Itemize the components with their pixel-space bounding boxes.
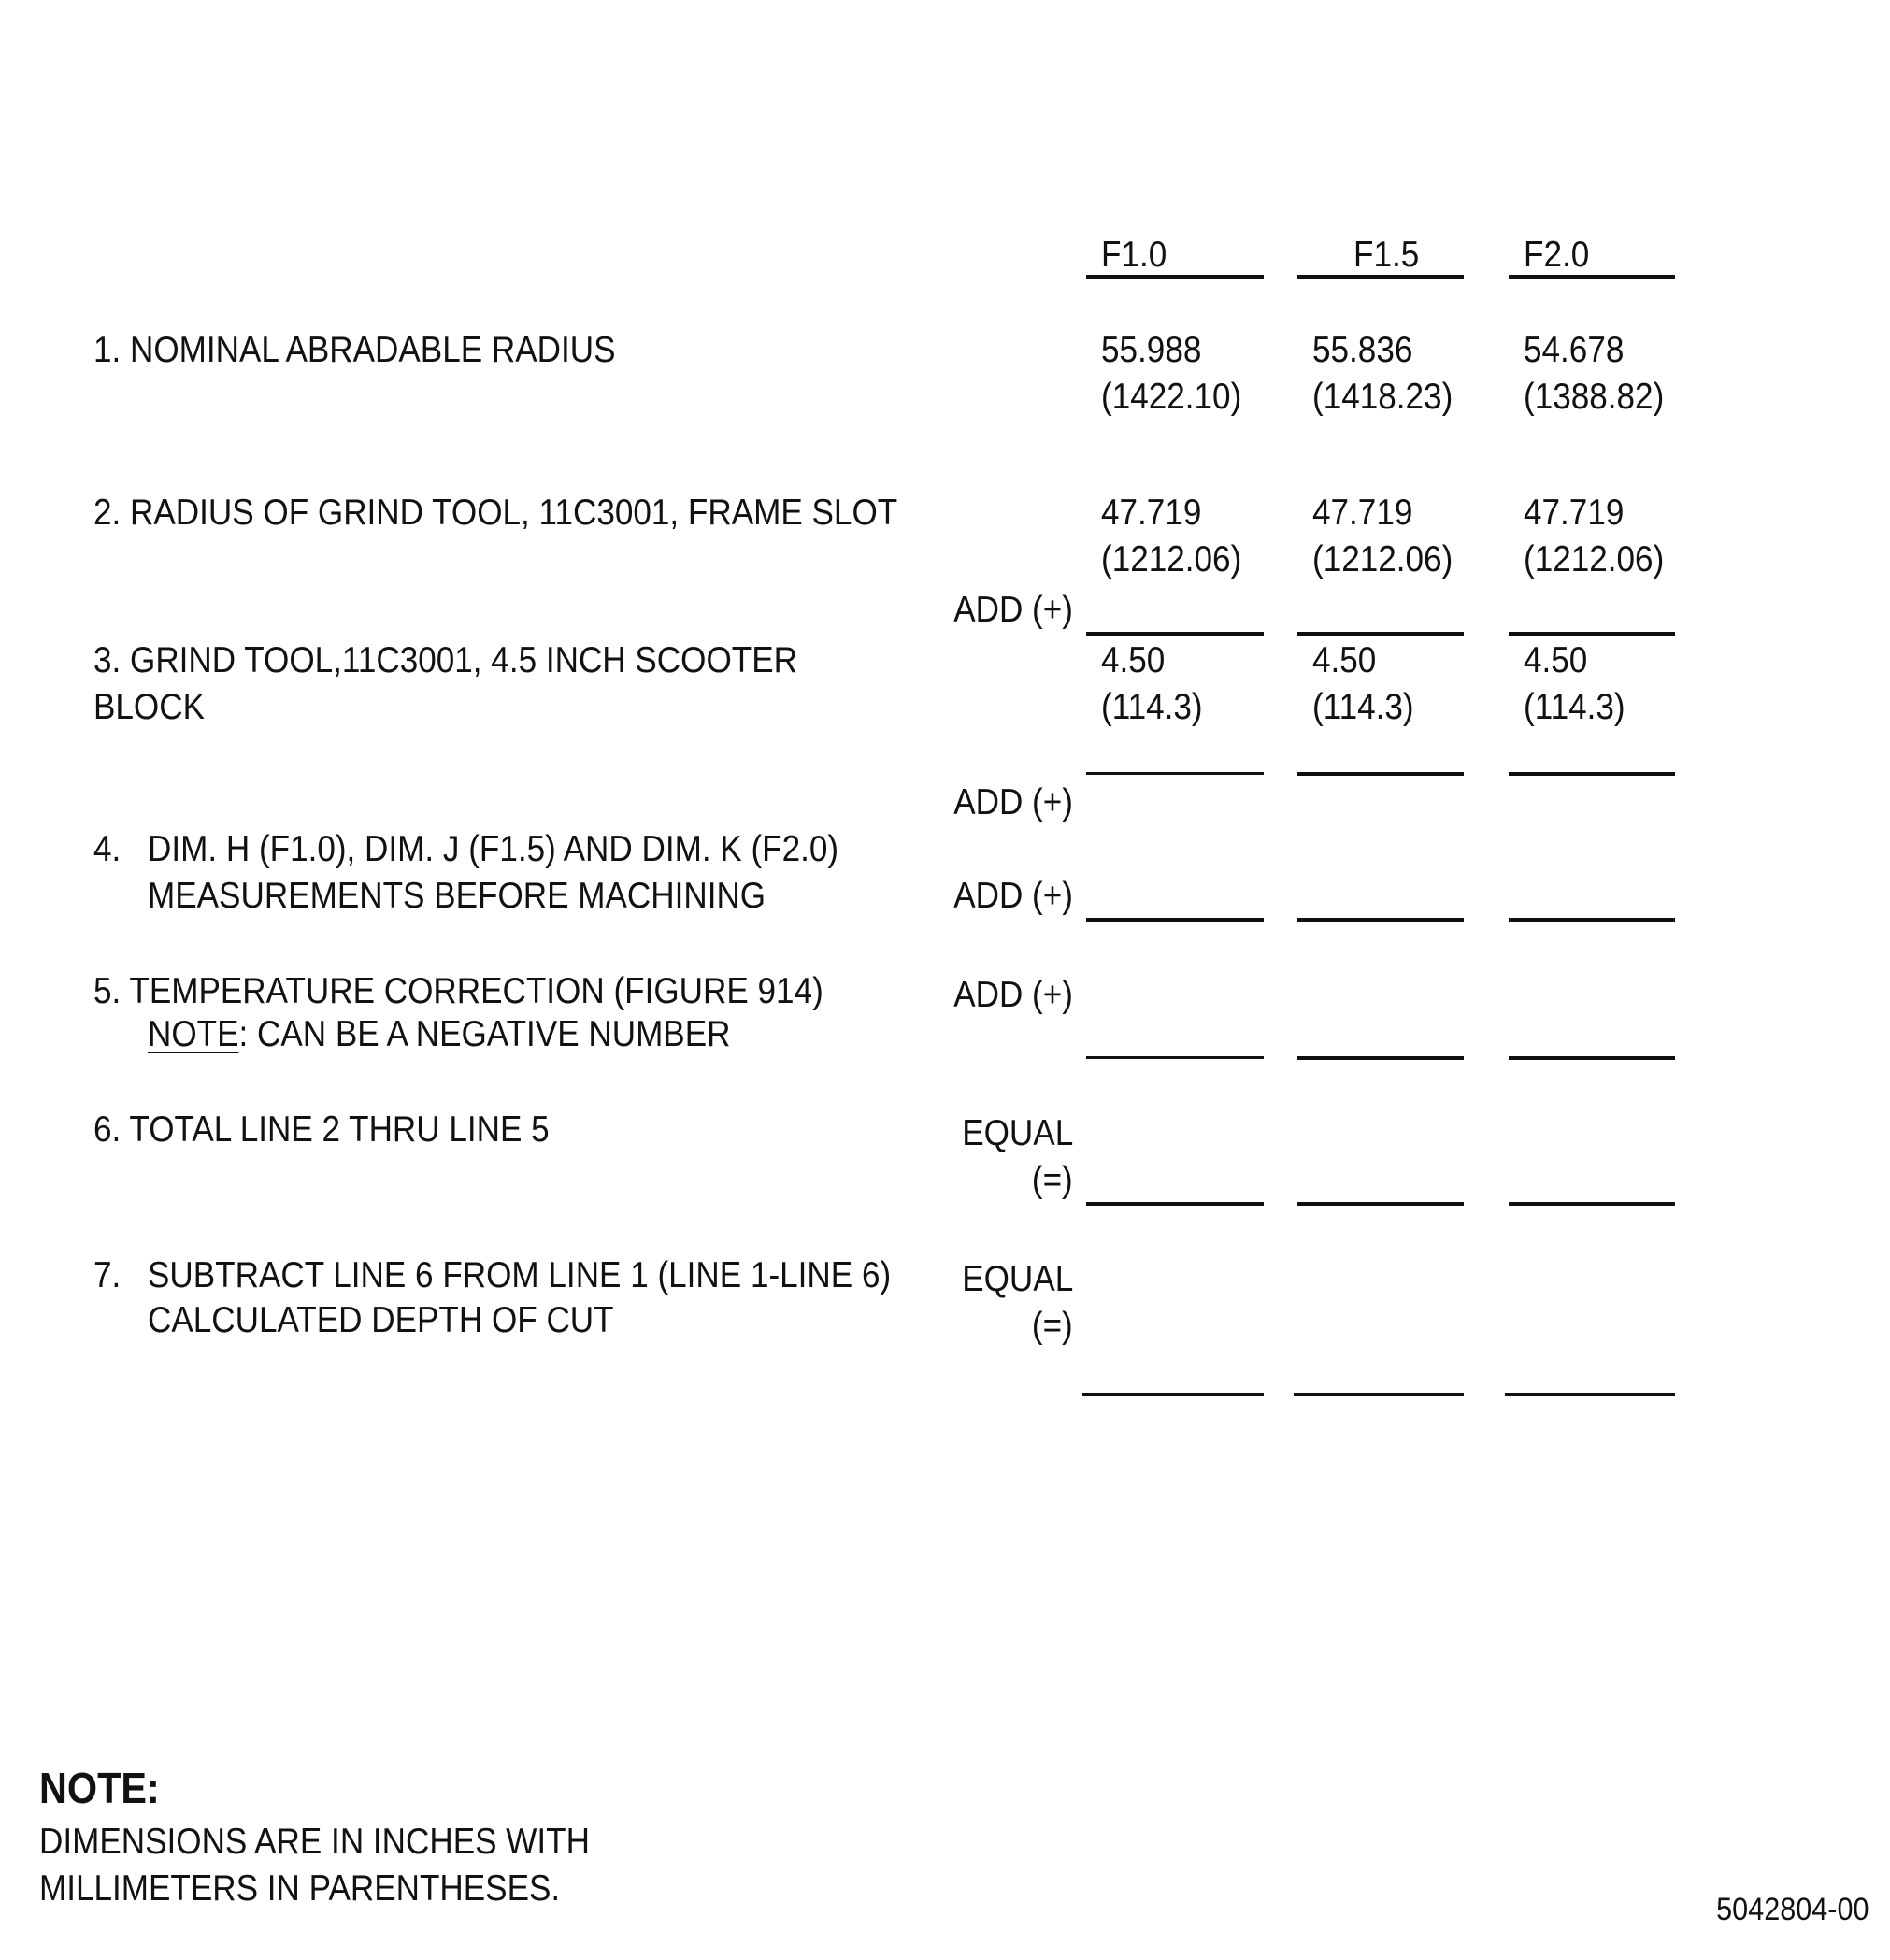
row-3-f1-0-mm: (114.3) <box>1101 687 1203 727</box>
row-2-f1-5-inches: 47.719 <box>1312 493 1413 533</box>
row-3-rule-f1-0 <box>1086 772 1264 775</box>
row-4-operator: ADD (+) <box>953 876 1073 916</box>
row-1-f1-0-mm: (1422.10) <box>1101 377 1242 417</box>
row-7-rule-f1-5 <box>1294 1393 1464 1396</box>
row-3-label-line-1: 3. GRIND TOOL,11C3001, 4.5 INCH SCOOTER <box>93 640 797 680</box>
header-rule-f2-0 <box>1509 275 1675 279</box>
row-7-label-line-2: CALCULATED DEPTH OF CUT <box>148 1300 614 1340</box>
row-3-f2-0-mm: (114.3) <box>1524 687 1625 727</box>
row-4-rule-f1-0 <box>1086 918 1264 922</box>
row-7-rule-f1-0 <box>1082 1393 1264 1396</box>
header-rule-f1-0 <box>1086 275 1264 279</box>
row-2-rule-f2-0 <box>1509 632 1675 636</box>
row-4-number: 4. <box>93 829 122 869</box>
row-3-rule-f1-5 <box>1297 772 1464 776</box>
row-5-rule-f1-5 <box>1297 1056 1464 1060</box>
row-7-number: 7. <box>93 1255 122 1295</box>
row-4-label-line-1: DIM. H (F1.0), DIM. J (F1.5) AND DIM. K (F2.0) <box>148 829 839 869</box>
row-6-rule-f1-0 <box>1086 1202 1264 1206</box>
row-4-rule-f1-5 <box>1297 918 1464 922</box>
header-rule-f1-5 <box>1297 275 1464 279</box>
row-5-note-word: NOTE <box>148 1014 239 1054</box>
row-1-f2-0-inches: 54.678 <box>1524 330 1625 370</box>
note-title: NOTE: <box>39 1764 160 1812</box>
note-line-2: MILLIMETERS IN PARENTHESES. <box>39 1868 561 1909</box>
row-5-label: 5. TEMPERATURE CORRECTION (FIGURE 914) <box>93 971 823 1011</box>
row-2-rule-f1-5 <box>1297 632 1464 636</box>
row-2-f2-0-inches: 47.719 <box>1524 493 1625 533</box>
row-7-operator-symbol: (=) <box>1032 1306 1073 1346</box>
row-1-f1-5-mm: (1418.23) <box>1312 377 1453 417</box>
row-4-label-line-2: MEASUREMENTS BEFORE MACHINING <box>148 876 766 916</box>
row-1-f2-0-mm: (1388.82) <box>1524 377 1665 417</box>
row-2-f1-5-mm: (1212.06) <box>1312 539 1453 579</box>
column-header-f2-0: F2.0 <box>1524 235 1590 275</box>
column-header-f1-5: F1.5 <box>1353 235 1420 275</box>
row-1-f1-0-inches: 55.988 <box>1101 330 1202 370</box>
row-6-rule-f2-0 <box>1509 1202 1675 1206</box>
row-7-rule-f2-0 <box>1505 1393 1675 1396</box>
column-header-f1-0: F1.0 <box>1101 235 1167 275</box>
row-6-operator-symbol: (=) <box>1032 1160 1073 1200</box>
row-2-f2-0-mm: (1212.06) <box>1524 539 1665 579</box>
row-3-label-line-2: BLOCK <box>93 687 205 727</box>
row-1-label: 1. NOMINAL ABRADABLE RADIUS <box>93 330 616 370</box>
row-5-rule-f1-0 <box>1086 1056 1264 1059</box>
row-7-operator-word: EQUAL <box>962 1259 1073 1299</box>
row-1-f1-5-inches: 55.836 <box>1312 330 1413 370</box>
row-2-f1-0-inches: 47.719 <box>1101 493 1202 533</box>
row-5-note-text: : CAN BE A NEGATIVE NUMBER <box>238 1014 731 1054</box>
row-3-f2-0-inches: 4.50 <box>1524 640 1588 680</box>
row-6-label: 6. TOTAL LINE 2 THRU LINE 5 <box>93 1109 550 1150</box>
row-2-operator: ADD (+) <box>953 590 1073 630</box>
row-3-f1-0-inches: 4.50 <box>1101 640 1166 680</box>
row-3-rule-f2-0 <box>1509 772 1675 776</box>
row-5-operator: ADD (+) <box>953 975 1073 1015</box>
row-4-rule-f2-0 <box>1509 918 1675 922</box>
figure-id: 5042804-00 <box>1716 1892 1869 1927</box>
row-5-note-line <box>148 1011 730 1058</box>
row-5-rule-f2-0 <box>1509 1056 1675 1060</box>
row-3-f1-5-inches: 4.50 <box>1312 640 1377 680</box>
row-3-f1-5-mm: (114.3) <box>1312 687 1414 727</box>
row-7-label-line-1: SUBTRACT LINE 6 FROM LINE 1 (LINE 1-LINE 6) <box>148 1255 892 1295</box>
row-6-rule-f1-5 <box>1297 1202 1464 1206</box>
row-2-label: 2. RADIUS OF GRIND TOOL, 11C3001, FRAME SLOT <box>93 493 898 533</box>
row-2-f1-0-mm: (1212.06) <box>1101 539 1242 579</box>
row-6-operator-word: EQUAL <box>962 1113 1073 1153</box>
row-2-rule-f1-0 <box>1086 632 1264 636</box>
row-3-operator: ADD (+) <box>953 782 1073 823</box>
note-line-1: DIMENSIONS ARE IN INCHES WITH <box>39 1822 590 1862</box>
